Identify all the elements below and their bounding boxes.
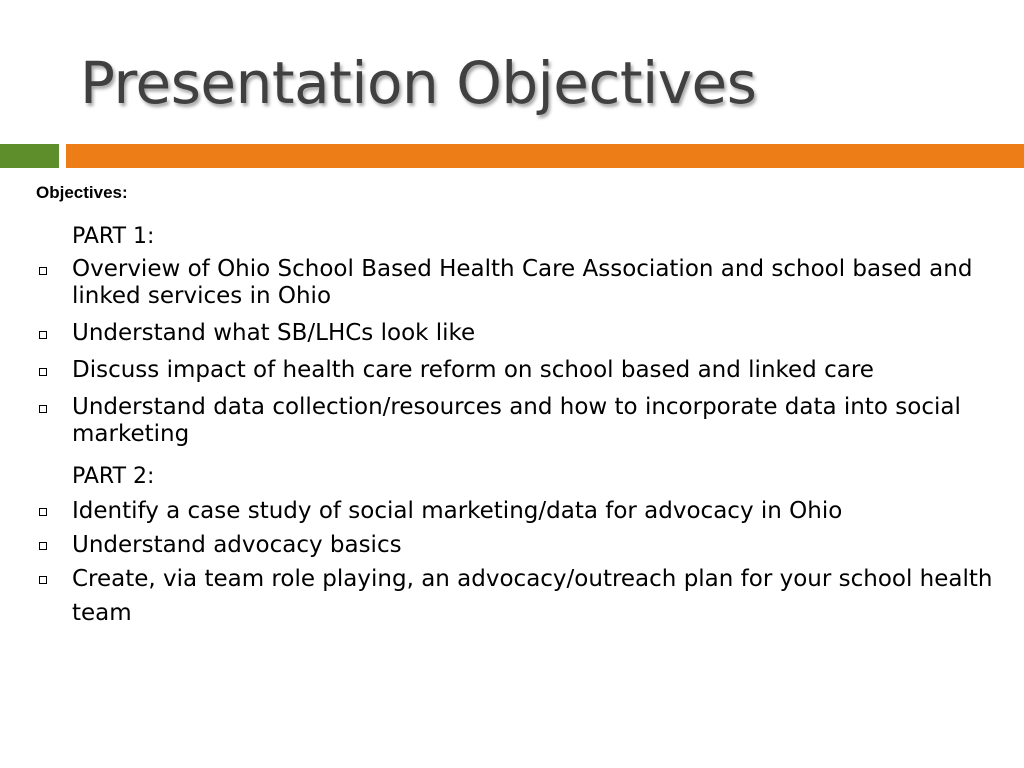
hollow-square-icon	[39, 405, 47, 413]
list-item-text: Identify a case study of social marketing/data for advocacy in Ohio	[72, 498, 843, 524]
list-item-text: Understand data collection/resources and how to incorporate data into social marketing	[72, 394, 961, 447]
hollow-square-icon	[39, 576, 47, 584]
slide-title: Presentation Objectives	[80, 49, 757, 117]
list-item-text: Understand advocacy basics	[72, 532, 402, 558]
list-item	[0, 528, 1010, 562]
list-item-text: Discuss impact of health care reform on school based and linked care	[72, 357, 874, 383]
list-item-text: Create, via team role playing, an advocacy/outreach plan for your school health team	[72, 566, 993, 626]
hollow-square-icon	[39, 267, 47, 275]
list-item	[0, 256, 1010, 310]
list-item	[0, 357, 1010, 384]
part1-heading: PART 1:	[72, 224, 155, 249]
part2-list	[0, 494, 1010, 630]
list-item	[0, 562, 1010, 630]
hollow-square-icon	[39, 331, 47, 339]
part2-heading: PART 2:	[72, 464, 155, 489]
list-item-text: Overview of Ohio School Based Health Care Association and school based and linked services in Ohio	[72, 256, 973, 309]
list-item-text: Understand what SB/LHCs look like	[72, 320, 476, 346]
objectives-label: Objectives:	[36, 183, 128, 202]
part1-list	[0, 256, 1010, 448]
list-item	[0, 320, 1010, 347]
accent-bar-green	[0, 144, 59, 168]
hollow-square-icon	[39, 368, 47, 376]
part2-section	[0, 462, 1010, 630]
hollow-square-icon	[39, 508, 47, 516]
slide-content	[0, 222, 1010, 630]
accent-bar-orange	[66, 144, 1024, 168]
hollow-square-icon	[39, 542, 47, 550]
list-item	[0, 494, 1010, 528]
list-item	[0, 394, 1010, 448]
